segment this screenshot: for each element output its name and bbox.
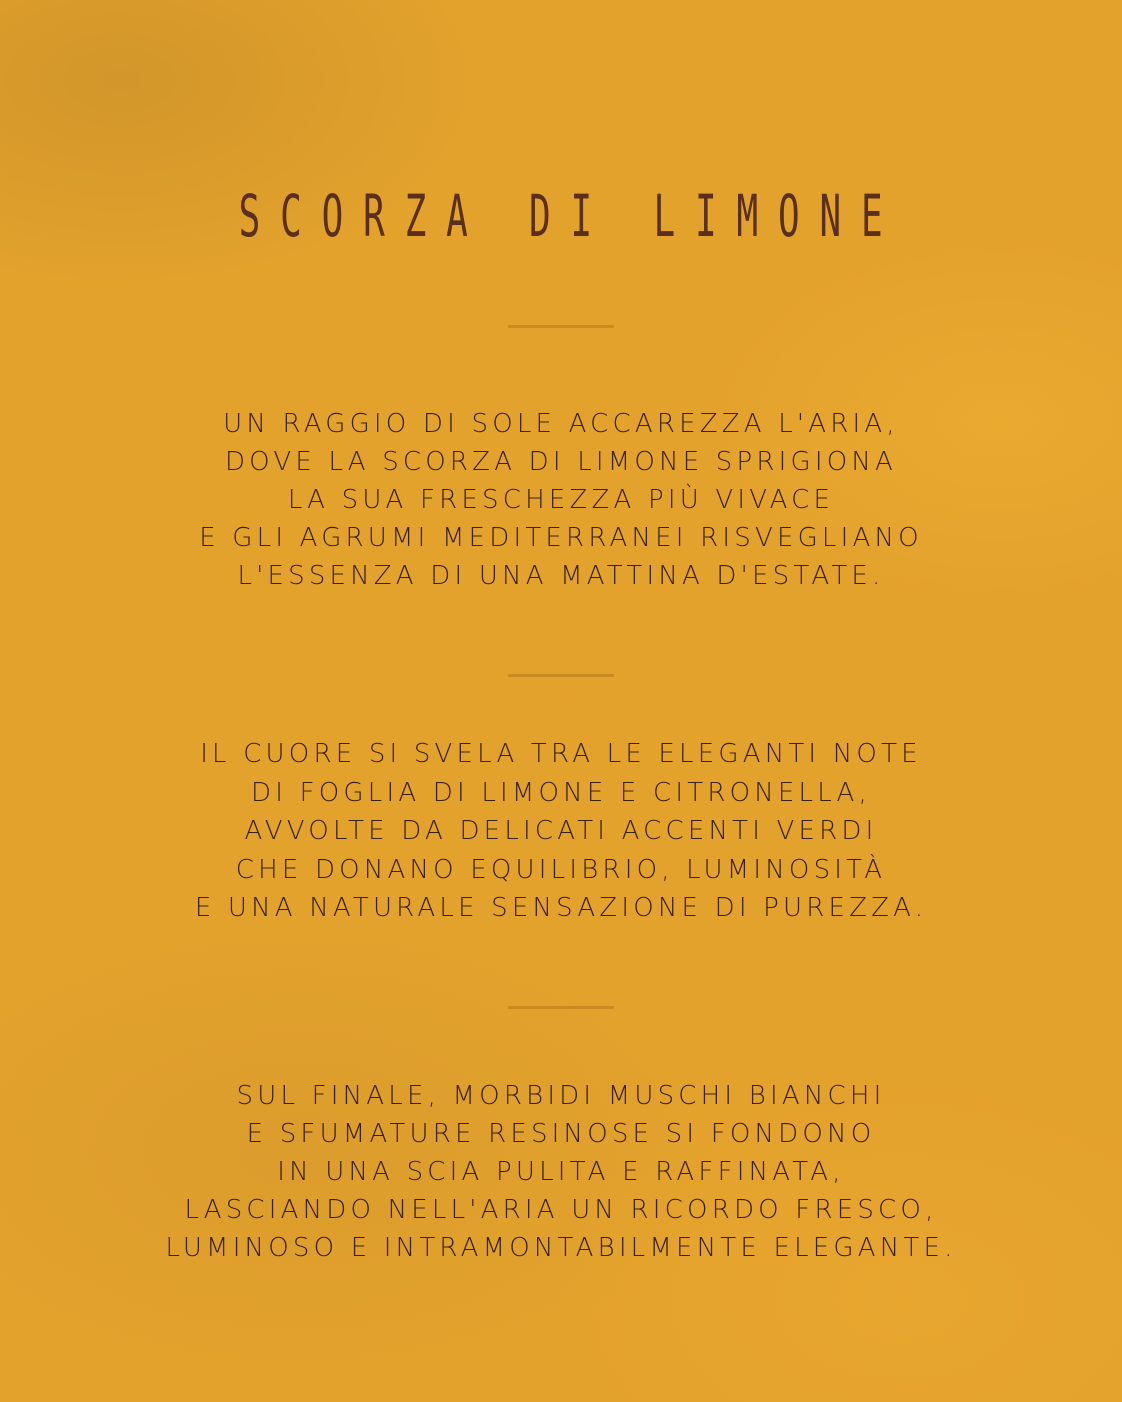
text-line: E SFUMATURE RESINOSE SI FONDONO [246,1119,876,1149]
page-title: SCORZA DI LIMONE [238,182,903,250]
text-line: E UNA NATURALE SENSAZIONE DI PUREZZA. [194,893,928,923]
text-line: DI FOGLIA DI LIMONE E CITRONELLA, [251,777,871,808]
text-line: SUL FINALE, MORBIDI MUSCHI BIANCHI [236,1081,886,1111]
text-line: LASCIANDO NELL'ARIA UN RICORDO FRESCO, [184,1195,938,1225]
text-line: DOVE LA SCORZA DI LIMONE SPRIGIONA [224,447,898,477]
divider-line [508,325,614,328]
paragraph-heart-notes [0,735,1122,928]
text-line: UN RAGGIO DI SOLE ACCAREZZA L'ARIA, [223,409,899,439]
paragraph-top-notes [0,405,1122,595]
divider-line [508,1006,614,1009]
text-line: AVVOLTE DA DELICATI ACCENTI VERDI [244,816,878,846]
text-line: CHE DONANO EQUILIBRIO, LUMINOSITÀ [235,854,887,885]
divider-line [508,674,614,677]
text-line: LUMINOSO E INTRAMONTABILMENTE ELEGANTE. [165,1233,957,1263]
text-line: E GLI AGRUMI MEDITERRANEI RISVEGLIANO [199,523,923,553]
text-line: IN UNA SCIA PULITA E RAFFINATA, [277,1157,845,1187]
text-line: L'ESSENZA DI UNA MATTINA D'ESTATE. [237,561,885,591]
text-line: LA SUA FRESCHEZZA PIÙ VIVACE [287,485,835,515]
text-line: IL CUORE SI SVELA TRA LE ELEGANTI NOTE [200,739,922,769]
paragraph-base-notes [0,1077,1122,1267]
